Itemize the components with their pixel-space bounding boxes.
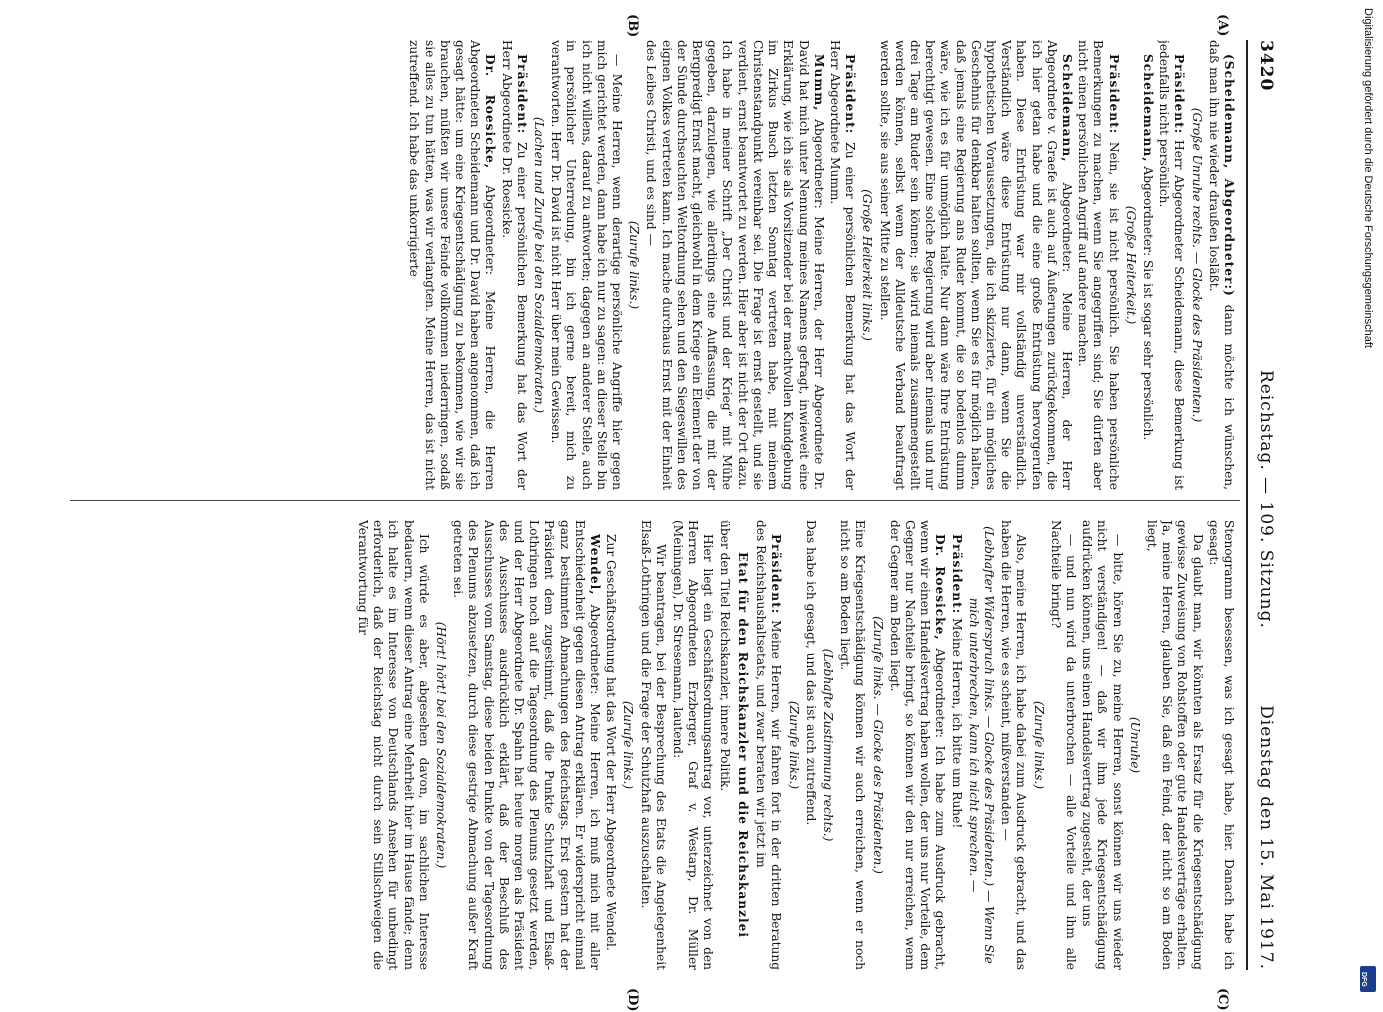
session-title: Reichstag. — 109. Sitzung. bbox=[1256, 370, 1276, 629]
speech-text: Herr Abgeordneter Scheidemann, diese Bemerkung ist jedenfalls nicht persönlich. bbox=[1157, 40, 1187, 490]
speaker-name: Dr. Roesicke, bbox=[483, 54, 498, 169]
dfg-logo: DFG bbox=[1360, 966, 1376, 992]
speech-text: Abgeordneter: Meine Herren, die Herren Abgeordneten Scheidemann und Dr. David haben angenommen, daß ich gesagt hätte: um eine Kriegsentschädigung zu bekommen, wie wir sie brauchen, müßten wir unsere Feinde vollkommen niederringen, sodaß sie alles zu tun hätten, was wir verlangten. Meine Herren, das ist nicht zutreffend. Ich habe das unkorrigierte bbox=[407, 40, 498, 490]
speech-text: dann möchte ich wünschen, daß man ihn nie wieder draußen losläßt. bbox=[1206, 40, 1236, 490]
stage-direction: (Lebhafte Zustimmung rechts.) bbox=[820, 648, 835, 842]
paragraph: Eine Kriegsentschädigung können wir auch erreichen, wenn er noch nicht so am Boden liegt. bbox=[838, 520, 868, 970]
stage-direction: (Zurufe links.) bbox=[627, 220, 642, 310]
right-column bbox=[76, 520, 1236, 970]
quoted-paragraph bbox=[1079, 520, 1125, 970]
speech-paragraph bbox=[948, 520, 963, 970]
speech-paragraph bbox=[498, 40, 528, 490]
stage-direction: (Große Heiterkeit links.) bbox=[860, 189, 875, 341]
stage-direction: (Zurufe links.) bbox=[786, 700, 801, 790]
speech-text: Da glaubt man, wir könnten als Ersatz für die Kriegsentschädigung gewisse Zuweisung von Rohstoffen oder gute Handelsverträge erhalten. Ja, meine Herren, glauben Sie, daß ein Feind, der nicht so am Boden liegt, bbox=[1144, 520, 1205, 970]
speech-paragraph bbox=[670, 520, 716, 970]
speech-paragraph bbox=[603, 520, 618, 970]
speech-paragraph bbox=[1156, 40, 1186, 490]
speaker-name: Mumm, bbox=[811, 54, 826, 112]
stage-direction: (Zurufe links. — Glocke des Präsidenten.) bbox=[870, 616, 885, 874]
motion-text: Wir beantragen, bei der Besprechung des Etats die Angelegenheit Elsaß-Lothringen und die Frage der Schutzhaft auszuschalten. bbox=[638, 520, 668, 970]
quoted-paragraph bbox=[1048, 520, 1078, 970]
speech-text: Meine Herren, ich bitte um Ruhe! bbox=[949, 618, 964, 829]
speech-text: Abgeordneter: Ich habe zum Ausdruck gebracht, wenn wir einen Handelsvertrag haben wollen, der uns nur Vorteile, dem Gegner nur Nachteile bringt, so können wir den nur erreichen, wenn der Gegner am Boden liegt. bbox=[887, 520, 948, 970]
speaker-name: Präsident: bbox=[1106, 54, 1121, 135]
speech-paragraph bbox=[643, 40, 825, 490]
speech-text: Abgeordneter: Meine Herren, ich muß mich mit aller Entschiedenheit gegen diesen Antrag erklären. Er widerspricht einmal ganz bestimmten Abmachungen des Reichstags. Erst gestern hat der Präsident dem zugestimmt, daß die Punkte Schutzhaft und Elsaß-Lothringen noch auf die Tagesordnung des Plenums gesetzt werden, und der Herr Abgeordnete Dr. Spahn hat heute morgen als Präsident des Ausschusses ausdrücklich erklärt, daß der Beschluß des Ausschusses vom Samstag, diese beiden Punkte von der Tagesordnung des Plenums abzusetzen, durch diese gestrige Abmachung außer Kraft getreten sei. bbox=[451, 520, 603, 970]
speech-text: Ich würde es aber, abgesehen davon, im sachlichen Interesse bedauern, wenn dieser Antrag eine Mehrheit hier im Hause fände; denn ich halte es im Interesse von Deutschlands Ansehen für unbedingt erforderlich, daß der Reichstag nicht durch sein Stillschweigen die Verantwortung für bbox=[356, 520, 431, 970]
speech-text: Abgeordneter: Meine Herren, der Herr Abgeordnete v. Graefe ist auch auf Äußerungen zurückgekommen, die ich hier getan habe und die eine große Entrüstung hervorgerufen haben. Diese Entrüstung war mir vollständig unverständlich. Verständlich wäre diese Entrüstung nur dann, wenn Sie die hypothetischen Voraussetzungen, die ich skizzierte, für ein mögliches Geschehnis für denkbar halten sollten, wenn Sie es für möglich halten, daß jemals eine Regierung ans Ruder kommt, die so bodenlos dumm wäre, wie ich es für unmöglich halte. Nur dann wäre Ihre Entrüstung berechtigt gewesen. Eine solche Regierung wird aber niemals und nur drei Tage am Ruder sein können; sie wird niemals zusammengestellt werden können, selbst wenn der Alldeutsche Verband beauftragt werden sollte, sie aus seiner Mitte zu stellen. bbox=[877, 40, 1074, 490]
speech-paragraph bbox=[753, 520, 783, 970]
speech-text: Hier liegt ein Geschäftsordnungsantrag vor, unterzeichnet von den Herren Abgeordneten Erzberger, Graf v. Westarp, Dr. Müller (Meiningen), Dr. Stresemann, lautend: bbox=[671, 520, 716, 970]
page-header bbox=[1248, 40, 1282, 970]
session-date: Dienstag den 15. Mai 1917. bbox=[1256, 705, 1276, 970]
margin-mark-a: (A) bbox=[1215, 14, 1230, 37]
stage-direction: (Große Heiterkeit.) bbox=[1123, 205, 1138, 325]
speaker-name: Präsident: bbox=[769, 534, 784, 615]
speaker-name: Dr. Roesicke, bbox=[933, 534, 948, 641]
stage-direction: (Zurufe links.) bbox=[1031, 700, 1046, 790]
stage-direction: (Große Unruhe rechts. — Glocke des Präsidenten.) bbox=[1189, 107, 1204, 423]
speech-text: — und nun wird da unterbrochen — alle Vorteile und ihm alle Nachteile bringt? bbox=[1048, 520, 1078, 970]
speech-text: Meine Herren, wir fahren fort in der dritten Beratung des Reichshaushaltsetats, und zwar beraten wir jetzt im bbox=[754, 520, 784, 970]
section-heading: Etat für den Reichskanzler und die Reichskanzlei bbox=[735, 551, 750, 939]
speech-paragraph bbox=[1140, 40, 1155, 490]
speech-paragraph bbox=[406, 40, 497, 490]
speaker-name: Präsident: bbox=[1172, 54, 1187, 135]
digitization-note: Digitalisierung gefördert durch die Deutsche Forschungsgemeinschaft bbox=[1362, 8, 1374, 348]
margin-mark-c: (C) bbox=[1215, 988, 1230, 1011]
speaker-name: Präsident: bbox=[843, 54, 858, 135]
speech-text: — Meine Herren, wenn derartige persönliche Angriffe hier gegen mich gerichtet werden, dann habe ich nur zu sagen: an dieser Stelle bin ich nicht willens, darauf zu antworten; dagegen an anderer Stelle, auch in persönlicher Unterredung, bin ich gerne bereit, mich zu verantworten. Herr Dr. David ist nicht Herr über mein Gewissen. bbox=[549, 40, 625, 490]
page-number: 3420 bbox=[1256, 40, 1276, 92]
speech-text: — bitte, hören Sie zu, meine Herren, sonst können wir uns wieder nicht verständigen! — daß wir ihm jede Kriegsentschädigung aufdrücken können, uns einen Handelsvertrag zugesteht, der uns bbox=[1080, 520, 1125, 970]
paragraph: Stenogramm besessen, was ich gesagt habe, hier. Danach habe ich gesagt: bbox=[1206, 520, 1236, 970]
speaker-name: Wendel, bbox=[588, 534, 603, 596]
digitization-strip bbox=[1352, 0, 1383, 1000]
speech-text: Also, meine Herren, ich habe dabei zum Ausdruck gebracht, und das haben die Herren, wie es scheint, mißverstanden — bbox=[999, 520, 1029, 970]
stage-direction: (Unruhe) bbox=[1127, 716, 1142, 774]
speech-text: Zu einer persönlichen Bemerkung hat das Wort der Herr Abgeordnete Mumm. bbox=[827, 40, 858, 490]
speech-paragraph bbox=[1075, 40, 1121, 490]
left-column bbox=[76, 40, 1236, 490]
speech-text: Zu einer persönlichen Bemerkung hat das Wort der Herr Abgeordnete Dr. Roesicke. bbox=[499, 40, 529, 490]
speech-text: Zur Geschäftsordnung hat das Wort der Herr Abgeordnete Wendel. bbox=[604, 534, 619, 951]
quoted-paragraph bbox=[1144, 520, 1205, 970]
quoted-paragraph bbox=[998, 520, 1028, 970]
speaker-name: (Scheidemann, Abgeordneter:) bbox=[1222, 54, 1236, 297]
header-rule bbox=[1246, 40, 1248, 970]
speech-text: Abgeordneter: Meine Herren, der Herr Abgeordnete Dr. David hat mich unter Nennung meines Namens gefragt, inwieweit eine Erklärung, wie ich sie als Vorsitzender bei der machtvollen Kundgebung im Zirkus Busch letzten Sonntag vertreten habe, mit meinem Christenstandpunkt vereinbar sei. Die Frage ist ernst gestellt, und sie verdient, ernst beantwortet zu werden. Hier aber ist nicht der Ort dazu. Ich habe in meiner Schrift „Der Christ und der Krieg“ mit Mühe gegeben, darzulegen, wie allerdings eine Auffassung, die mit der Bergpredigt Ernst macht, gleichwohl in dem Kriege ein Element der von der Sünde durchseuchten Weltordnung sehen und den Siegeswillen des eignen Volkes vertreten kann. Ich mache durchaus Ernst mit der Einheit des Leibes Christi, und es sind — bbox=[644, 40, 826, 490]
stage-direction: (Zurufe links.) bbox=[621, 700, 636, 790]
column-divider bbox=[70, 500, 1240, 501]
paragraph: über den Titel Reichskanzler, innere Politik. bbox=[717, 520, 732, 792]
speech-paragraph bbox=[1206, 40, 1236, 490]
speaker-name: Präsident: bbox=[514, 54, 529, 135]
speech-text: Nein, sie ist nicht persönlich. Sie haben persönliche Bemerkungen zu machen, wenn Sie angegriffen sind; Sie dürfen aber nicht einen persönlichen Angriff auf andere machen. bbox=[1076, 40, 1121, 490]
speaker-name: Scheidemann, bbox=[1059, 54, 1074, 163]
margin-mark-d: (D) bbox=[625, 988, 640, 1012]
stage-direction: (Hört! hört! bei den Sozialdemokraten.) bbox=[434, 621, 449, 869]
speech-paragraph bbox=[876, 40, 1074, 490]
speech-paragraph bbox=[548, 40, 624, 490]
speech-paragraph bbox=[450, 520, 602, 970]
speech-paragraph bbox=[887, 520, 948, 970]
speech-paragraph bbox=[827, 40, 857, 490]
speaker-name: Präsident: bbox=[949, 534, 964, 615]
speech-text: Abgeordneter: Sie ist sogar sehr persönlich. bbox=[1140, 166, 1155, 441]
speech-paragraph bbox=[355, 520, 431, 970]
speaker-name: Scheidemann, bbox=[1140, 54, 1155, 163]
stage-direction: (Lebhafter Widerspruch links. — Glocke des Präsidenten.) — Wenn Sie mich unterbrechen, kann ich nicht sprechen. — bbox=[966, 526, 996, 964]
margin-mark-b: (B) bbox=[625, 14, 640, 38]
paragraph: Das habe ich gesagt, und das ist auch zutreffend. bbox=[803, 520, 818, 826]
stage-direction: (Lachen und Zurufe bei den Sozialdemokraten.) bbox=[532, 116, 547, 414]
